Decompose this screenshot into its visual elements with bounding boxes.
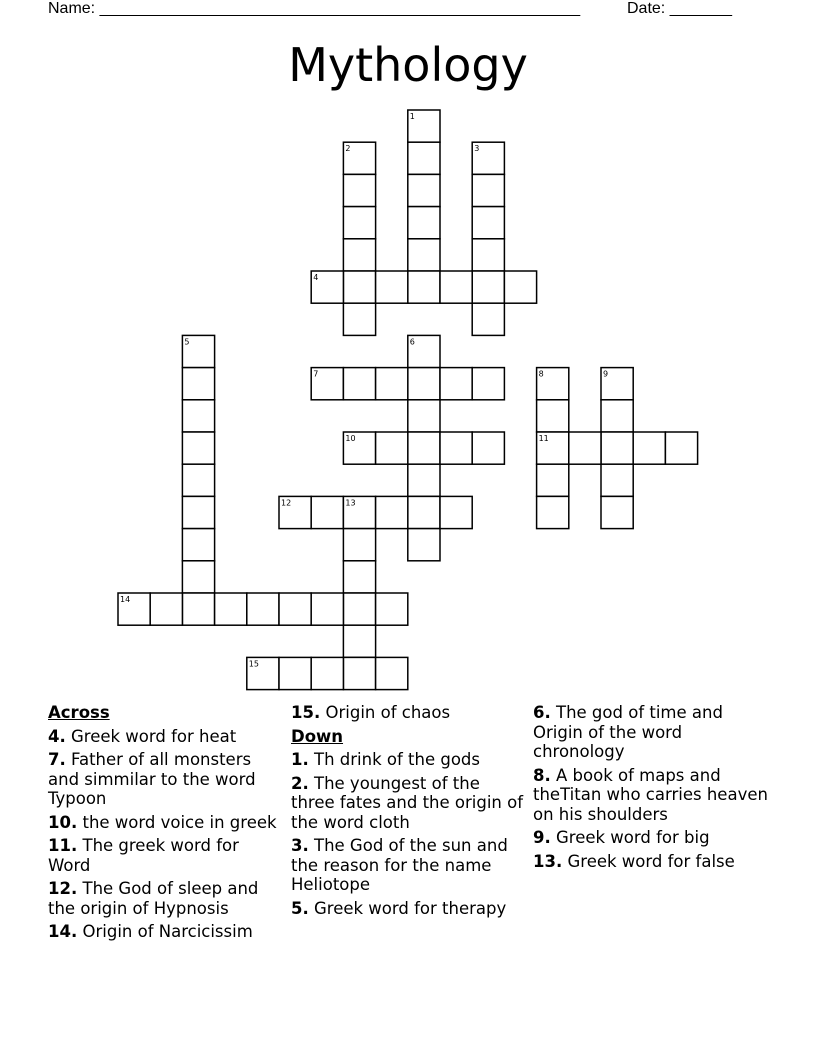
grid-cell[interactable] [343, 239, 375, 271]
grid-cell[interactable] [408, 174, 440, 206]
grid-cell[interactable] [182, 561, 214, 593]
grid-cell[interactable] [408, 207, 440, 239]
grid-cell[interactable] [376, 432, 408, 464]
grid-cell[interactable] [408, 432, 440, 464]
grid-cell[interactable] [343, 207, 375, 239]
page-title: Mythology [288, 38, 528, 92]
clue-number-6: 6 [409, 337, 415, 347]
clue-number-9: 9 [603, 369, 609, 379]
grid-cell[interactable] [182, 464, 214, 496]
grid-cell[interactable] [311, 657, 343, 689]
down-heading: Down [291, 726, 344, 746]
grid-cell[interactable] [408, 239, 440, 271]
grid-cell[interactable] [343, 529, 375, 561]
grid-cell[interactable] [343, 368, 375, 400]
clue-number-12: 12 [281, 498, 292, 508]
grid-cell[interactable] [279, 657, 311, 689]
clue-across-15: 15. Origin of chaos [291, 703, 451, 722]
clue-down-3: 3. The God of the sun and the reason for the name Heliotope [291, 836, 508, 894]
grid-cell[interactable] [343, 657, 375, 689]
grid-cell[interactable] [343, 271, 375, 303]
clue-down-2: 2. The youngest of the three fates and the origin of the word cloth [291, 773, 524, 832]
grid-cell[interactable] [247, 593, 279, 625]
grid-cell[interactable] [408, 368, 440, 400]
clue-down-5: 5. Greek word for therapy [291, 898, 507, 918]
grid-cell[interactable] [408, 271, 440, 303]
grid-cell[interactable] [182, 368, 214, 400]
clue-across-14: 14. Origin of Narcicissim [48, 922, 253, 941]
grid-cell[interactable] [601, 496, 633, 528]
clue-down-13: 13. Greek word for false [533, 851, 735, 871]
clue-number-8: 8 [538, 369, 544, 379]
grid-cell[interactable] [472, 239, 504, 271]
grid-cell[interactable] [408, 142, 440, 174]
clue-down-1: 1. Th drink of the gods [291, 750, 480, 769]
clue-number-14: 14 [120, 595, 131, 604]
grid-cell[interactable] [601, 464, 633, 496]
grid-cell[interactable] [472, 368, 504, 400]
grid-cell[interactable] [343, 593, 375, 625]
grid-cell[interactable] [472, 174, 504, 206]
grid-cell[interactable] [472, 271, 504, 303]
grid-cell[interactable] [182, 593, 214, 625]
clue-number-15: 15 [248, 659, 259, 669]
grid-cell[interactable] [472, 207, 504, 239]
grid-cell[interactable] [472, 432, 504, 464]
grid-cell[interactable] [440, 271, 472, 303]
name-field[interactable]: Name: ______________________________________________________ [48, 0, 581, 17]
grid-cell[interactable] [440, 496, 472, 528]
grid-cell[interactable] [504, 271, 536, 303]
grid-cell[interactable] [472, 303, 504, 335]
grid-cell[interactable] [376, 271, 408, 303]
grid-cell[interactable] [311, 593, 343, 625]
grid-cell[interactable] [182, 496, 214, 528]
date-field[interactable]: Date: _______ [627, 0, 732, 17]
clue-number-1: 1 [409, 112, 415, 121]
grid-cell[interactable] [665, 432, 697, 464]
grid-cell[interactable] [537, 400, 569, 432]
clue-down-8: 8. A book of maps and theTitan who carries heaven on his shoulders [533, 765, 768, 824]
clue-number-3: 3 [474, 144, 480, 154]
clue-down-9: 9. Greek word for big [533, 828, 710, 847]
grid-cell[interactable] [343, 303, 375, 335]
clue-number-7: 7 [313, 369, 319, 379]
grid-cell[interactable] [601, 400, 633, 432]
grid-cell[interactable] [376, 496, 408, 528]
grid-cell[interactable] [537, 496, 569, 528]
grid-cell[interactable] [601, 432, 633, 464]
clue-number-11: 11 [538, 434, 549, 443]
clue-across-7: 7. Father of all monsters and simmilar to the word Typoon [48, 750, 256, 808]
across-heading: Across [48, 703, 110, 722]
clue-across-12: 12. The God of sleep and the origin of Hypnosis [48, 879, 259, 918]
clue-across-10: 10. the word voice in greek [48, 812, 277, 832]
grid-cell[interactable] [343, 174, 375, 206]
clue-number-10: 10 [345, 434, 356, 443]
grid-cell[interactable] [311, 496, 343, 528]
clue-number-4: 4 [313, 273, 319, 282]
grid-cell[interactable] [408, 464, 440, 496]
grid-cell[interactable] [440, 432, 472, 464]
grid-cell[interactable] [537, 464, 569, 496]
grid-cell[interactable] [376, 657, 408, 689]
grid-cell[interactable] [633, 432, 665, 464]
clues-column-2 [291, 703, 527, 918]
grid-cell[interactable] [182, 529, 214, 561]
clue-number-5: 5 [184, 337, 190, 347]
clues-column-1 [48, 703, 286, 942]
grid-cell[interactable] [569, 432, 601, 464]
grid-cell[interactable] [408, 496, 440, 528]
grid-cell[interactable] [182, 400, 214, 432]
grid-cell[interactable] [343, 625, 375, 657]
grid-cell[interactable] [376, 593, 408, 625]
clues-column-3 [533, 703, 769, 871]
clue-across-4: 4. Greek word for heat [48, 726, 237, 746]
grid-cell[interactable] [182, 432, 214, 464]
clue-number-13: 13 [345, 498, 356, 508]
grid-cell[interactable] [150, 593, 182, 625]
clue-number-2: 2 [345, 144, 351, 154]
clue-across-11: 11. The greek word for Word [48, 836, 239, 875]
clue-down-6: 6. The god of time and Origin of the word chronology [533, 703, 723, 761]
grid-cell[interactable] [343, 561, 375, 593]
grid-cell[interactable] [376, 368, 408, 400]
grid-cell[interactable] [440, 368, 472, 400]
grid-cell[interactable] [408, 529, 440, 561]
grid-cell[interactable] [215, 593, 247, 625]
grid-cell[interactable] [408, 400, 440, 432]
grid-cell[interactable] [279, 593, 311, 625]
